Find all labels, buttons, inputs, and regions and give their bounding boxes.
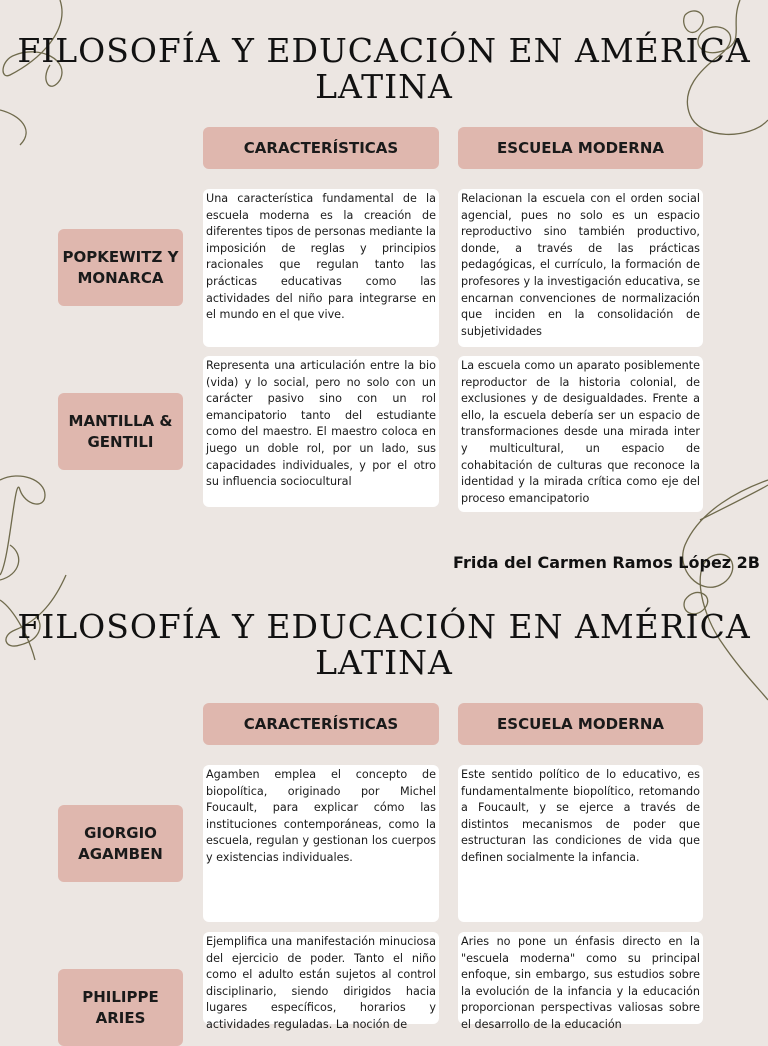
section-2-column-header-caracteristicas: CARACTERÍSTICAS bbox=[203, 703, 439, 745]
section-2-row-label-agamben: GIORGIO AGAMBEN bbox=[58, 805, 183, 882]
section-2-row-1-caracteristicas-cell: Agamben emplea el concepto de biopolítica, originado por Michel Foucault, para explicar cómo las instituciones contemporáneas, como la escuela, regulan y gestionan los cuerpos y existencias individuales. bbox=[203, 765, 439, 922]
section-1-column-header-caracteristicas: CARACTERÍSTICAS bbox=[203, 127, 439, 169]
section-1-column-header-escuela-moderna: ESCUELA MODERNA bbox=[458, 127, 703, 169]
section-2-row-2-caracteristicas-cell: Ejemplifica una manifestación minuciosa del ejercicio de poder. Tanto el niño como el adulto están sujetos al control disciplinario, siendo dirigidos hacia lugares específicos, horarios y actividades reguladas. La noción de bbox=[203, 932, 439, 1024]
section-1-row-2-escuela-moderna-cell: La escuela como un aparato posiblemente reproductor de la historia colonial, de exclusiones y de desigualdades. Frente a ello, la escuela debería ser un espacio de transformaciones desde una mirada inter y multicultural, un espacio de cohabitación de culturas que reconoce la identidad y la mirada crítica como eje del proceso emancipatorio bbox=[458, 356, 703, 512]
section-1-row-2-caracteristicas-cell: Representa una articulación entre la bio (vida) y lo social, pero no solo con un carácter pasivo sino con un rol emancipatorio tanto del estudiante como del maestro. El maestro coloca en juego un doble rol, por un lado, sus capacidades individuales, y por el otro su influencia sociocultural bbox=[203, 356, 439, 507]
section-1-title: FILOSOFÍA Y EDUCACIÓN EN AMÉRICA LATINA bbox=[17, 31, 751, 106]
section-2-row-1-escuela-moderna-cell: Este sentido político de lo educativo, es fundamentalmente biopolítico, retomando a Foucault, y se ejerce a través de distintos mecanismos de poder que estructuran las condiciones de vida que definen socialmente la infancia. bbox=[458, 765, 703, 922]
section-2-column-header-escuela-moderna: ESCUELA MODERNA bbox=[458, 703, 703, 745]
section-2-title: FILOSOFÍA Y EDUCACIÓN EN AMÉRICA LATINA bbox=[17, 607, 751, 682]
section-2-row-label-aries: PHILIPPE ARIES bbox=[58, 969, 183, 1046]
section-2-row-2-escuela-moderna-cell: Aries no pone un énfasis directo en la "escuela moderna" como su principal enfoque, sin embargo, sus estudios sobre la evolución de la infancia y la educación proporcionan perspectivas valiosas sobre el desarrollo de la educación bbox=[458, 932, 703, 1024]
section-1-row-label-mantilla: MANTILLA & GENTILI bbox=[58, 393, 183, 470]
section-1-row-1-escuela-moderna-cell: Relacionan la escuela con el orden social agencial, pues no solo es un espacio reproductivo sino también productivo, donde, a través de las prácticas pedagógicas, el currículo, la formación de profesores y la investigación educativa, se encarnan convenciones de normalización que inciden en la consolidación de subjetividades bbox=[458, 189, 703, 347]
section-1-row-1-caracteristicas-cell: Una característica fundamental de la escuela moderna es la creación de diferentes tipos de personas mediante la imposición de reglas y principios racionales que regulan tanto las prácticas educativas como las actividades del niño para integrarse en el mundo en el que vive. bbox=[203, 189, 439, 347]
author-name: Frida del Carmen Ramos López 2B bbox=[453, 553, 760, 572]
section-1-row-label-popkewitz: POPKEWITZ Y MONARCA bbox=[58, 229, 183, 306]
